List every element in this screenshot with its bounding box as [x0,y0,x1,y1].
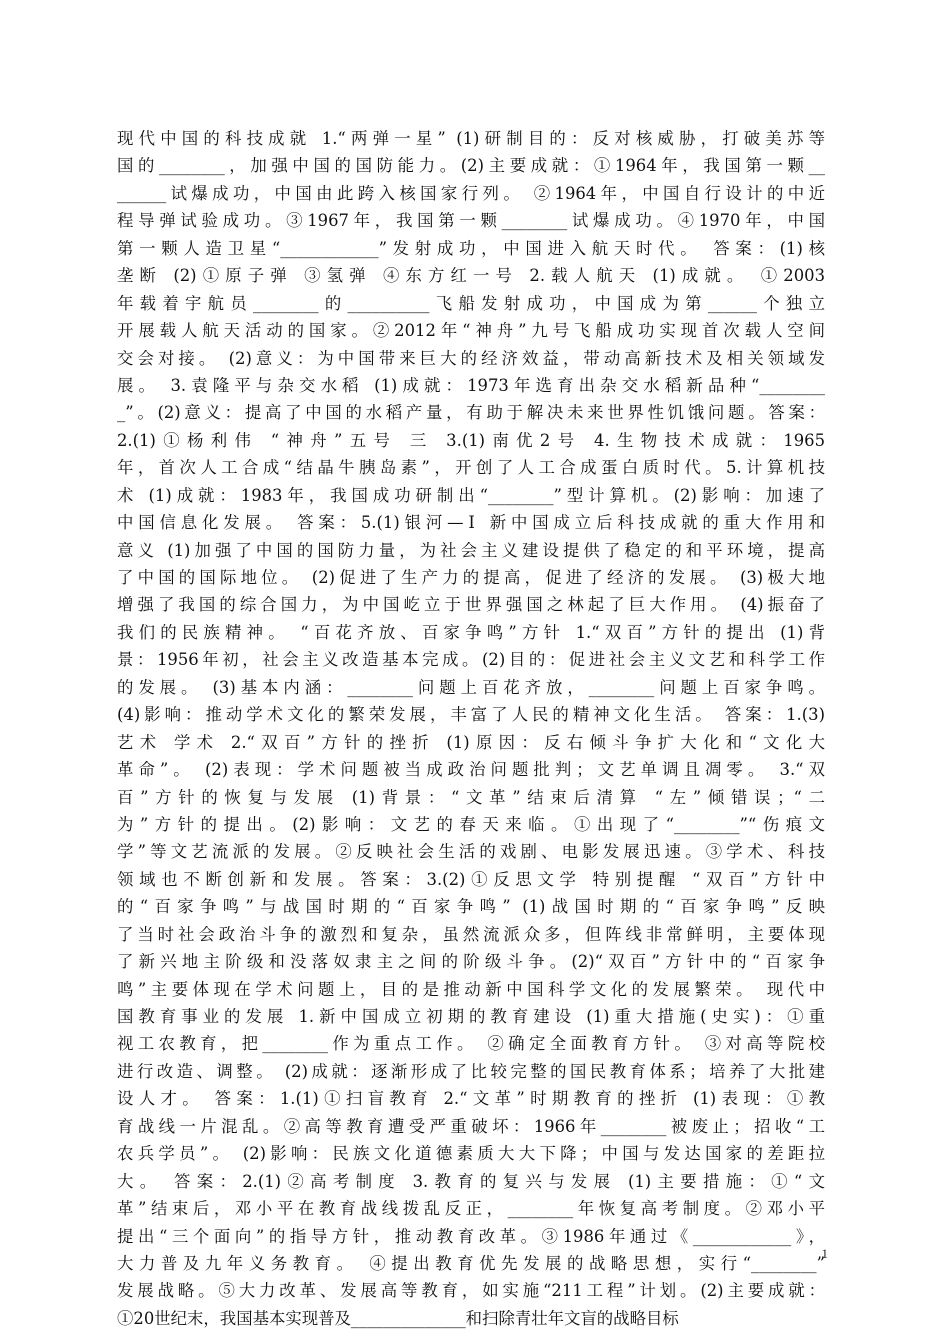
text-line: 艺术 学术 2.“双百”方针的挫折 (1)原因：反右倾斗争扩大化和“文化大 [117,732,825,752]
text-line: 国教育事业的发展 1.新中国成立初期的教育建设 (1)重大措施(史实)：①重 [117,1007,825,1026]
text-line: 为”方针的提出。(2)影响：文艺的春天来临。①出现了“________”“伤痕文 [117,814,825,834]
text-line: 程导弹试验成功。③1967年，我国第一颗________试爆成功。④1970年，中国 [117,211,825,231]
text-line: 中国信息化发展。 答案：5.(1)银河—Ⅰ 新中国成立后科技成就的重大作用和 [117,513,825,533]
text-line: 交会对接。 (2)意义：为中国带来巨大的经济效益，带动高新技术及相关领域发 [117,348,825,368]
text-line: 增强了我国的综合国力，为中国屹立于世界强国之林起了巨大作用。 (4)振奋了 [117,595,825,615]
text-line: 农兵学员”。 (2)影响：民族文化道德素质大大下降；中国与发达国家的差距拉 [117,1144,825,1164]
text-line: (4)影响：推动学术文化的繁荣发展，丰富了人民的精神文化生活。 答案：1.(3) [117,705,825,725]
text-line: 了当时社会政治斗争的激烈和复杂，虽然流派众多，但阵线非常鲜明，主要体现 [117,924,825,944]
text-line: 年载着宇航员________的__________飞船发射成功，中国成为第______个独立 [117,293,825,313]
text-line: 百”方针的恢复与发展 (1)背景：“文革”结束后清算 “左”倾错误；“二 [117,787,825,807]
text-line: _”。(2)意义：提高了中国的水稻产量，有助于解决未来世界性饥饿问题。答案： [117,403,825,423]
text-line: 的发展。 (3)基本内涵：________问题上百花齐放，________问题上百家争鸣。 [117,677,825,697]
text-line: 领域也不断创新和发展。答案：3.(2)①反思文学 特别提醒 “双百”方针中 [117,869,825,889]
text-line: 大。 答案：2.(1)②高考制度 3.教育的复兴与发展 (1)主要措施：①“文 [117,1171,825,1191]
text-line: 的“百家争鸣”与战国时期的“百家争鸣” (1)战国时期的“百家争鸣”反映 [117,897,825,917]
text-line: ______试爆成功，中国由此跨入核国家行列。 ②1964年，中国自行设计的中近 [117,183,825,203]
text-line: 鸣”主要体现在学术问题上，目的是推动新中国科学文化的发展繁荣。 现代中 [117,979,825,999]
body-text [117,125,825,1332]
text-line: ①20世纪末，我国基本实现普及______________和扫除青壮年文盲的战略目标 [117,1308,679,1328]
text-line: 提出“三个面向”的指导方针，推动教育改革。③1986年通过《____________》， [117,1226,825,1246]
text-line: 视工农教育，把________作为重点工作。 ②确定全面教育方针。 ③对高等院校 [117,1034,825,1054]
text-line: 意义 (1)加强了中国的国防力量，为社会主义建设提供了稳定的和平环境，提高 [117,540,825,560]
text-line: 2.(1)①杨利伟 “神舟”五号 三 3.(1)南优2号 4.生物技术成就：1965 [117,430,825,450]
text-line: 进行改造、调整。 (2)成就：逐渐形成了比较完整的国民教育体系；培养了大批建 [117,1061,825,1081]
text-line: 学”等文艺流派的发展。②反映社会生活的戏剧、电影发展迅速。③学术、科技 [117,842,825,862]
text-line: 年，首次人工合成“结晶牛胰岛素”，开创了人工合成蛋白质时代。5.计算机技 [117,458,825,478]
text-line: 大力普及九年义务教育。 ④提出教育优先发展的战略思想，实行“________” [117,1253,825,1273]
text-line: 开展载人航天活动的国家。②2012年“神舟”九号飞船成功实现首次载人空间 [117,321,825,341]
text-line: 革”结束后，邓小平在教育战线拨乱反正，________年恢复高考制度。②邓小平 [117,1199,825,1219]
text-line: 发展战略。⑤大力改革、发展高等教育，如实施“211工程”计划。(2)主要成就： [117,1281,825,1301]
text-line: 现代中国的科技成就 1.“两弹一星” (1)研制目的：反对核威胁，打破美苏等 [117,129,825,148]
text-line: 了中国的国际地位。 (2)促进了生产力的提高，促进了经济的发展。 (3)极大地 [117,568,825,587]
text-line: 我们的民族精神。 “百花齐放、百家争鸣”方针 1.“双百”方针的提出 (1)背 [117,622,825,642]
text-line: 垄断 (2)①原子弹 ③氢弹 ④东方红一号 2.载人航天 (1)成就。 ①2003 [117,266,825,286]
text-line: 育战线一片混乱。②高等教育遭受严重破坏：1966年________被废止；招收“工 [117,1116,825,1136]
text-line: 设人才。 答案：1.(1)①扫盲教育 2.“文革”时期教育的挫折 (1)表现：①教 [117,1089,825,1109]
text-line: 第一颗人造卫星“____________”发射成功，中国进入航天时代。 答案：(1)核 [117,238,825,258]
text-line: 术 (1)成就：1983年，我国成功研制出“________”型计算机。(2)影响：加速了 [117,485,825,505]
text-line: 革命”。 (2)表现：学术问题被当成政治问题批判；文艺单调且凋零。 3.“双 [117,760,825,780]
text-line: 景：1956年初，社会主义改造基本完成。(2)目的：促进社会主义文艺和科学工作 [117,650,825,670]
text-line: 了新兴地主阶级和没落奴隶主之间的阶级斗争。(2)“双百”方针中的“百家争 [117,952,825,972]
page-number: 1 [821,1246,828,1261]
text-line: 展。 3.袁隆平与杂交水稻 (1)成就：1973年选育出杂交水稻新品种“________ [117,375,825,395]
text-line: 国的________，加强中国的国防能力。(2)主要成就：①1964年，我国第一颗__ [117,156,825,176]
